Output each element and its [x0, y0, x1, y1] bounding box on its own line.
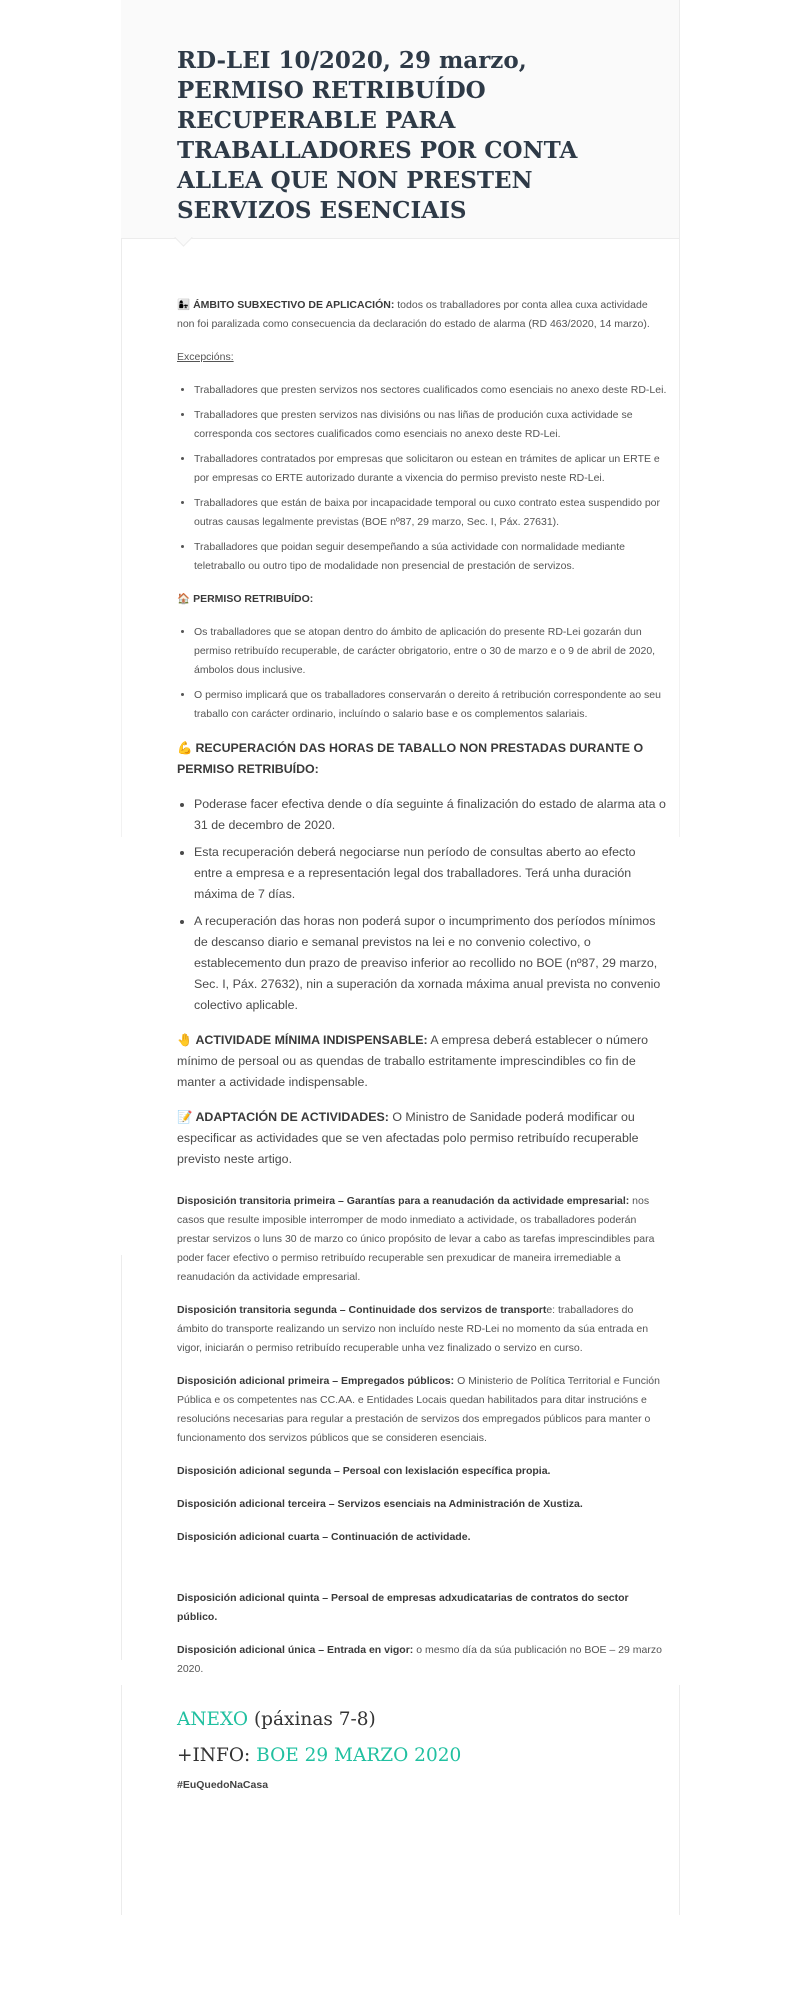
- recuperacion-heading: RECUPERACIÓN DAS HORAS DE TABALLO NON PRESTADAS DURANTE O PERMISO RETRIBUÍDO:: [177, 741, 644, 776]
- family-icon: 👩‍👧: [177, 299, 191, 311]
- permiso-heading-paragraph: [177, 590, 667, 609]
- disp-adicional-primeira-heading: Disposición adicional primeira – Empregados públicos:: [177, 1375, 455, 1387]
- disp-adicional-primeira-text: O Ministerio de Política Territorial e Función Pública e os competentes nas CC.AA. e Entidades Locais quedan habilitados para ditar instrucións e resolucións necesarias para regular a prestación de servizos dos empregados públicos para manter o funcionamento dos servizos públicos que se consideren esenciais.: [177, 1375, 660, 1444]
- recuperacion-heading-paragraph: [177, 738, 667, 780]
- permiso-list: [177, 623, 667, 724]
- recuperacion-list: [177, 794, 667, 1016]
- list-item: • Poderase facer efectiva dende o día seguinte á finalización do estado de alarma ata o 31 de decembro de 2020.: [194, 794, 667, 836]
- actividade-minima-text: A empresa deberá establecer o número mínimo de persoal ou as quendas de traballo estritamente imprescindibles co fin de manter a actividade indispensable.: [177, 1033, 649, 1089]
- list-item: • Traballadores que poidan seguir desempeñando a súa actividade con normalidade mediante teletraballo ou outro tipo de modalidade non presencial de prestación de servizos.: [194, 538, 667, 576]
- disp-adicional-quinta-heading: Disposición adicional quinta – Persoal de empresas adxudicatarias de contratos do sector público.: [177, 1592, 629, 1623]
- disp-adicional-segunda: [177, 1462, 667, 1481]
- flexed-arm-icon: 💪: [177, 741, 193, 755]
- adaptacion-paragraph: [177, 1107, 667, 1170]
- house-icon: 🏠: [177, 593, 191, 605]
- ambito-text: todos os traballadores por conta allea cuxa actividade non foi paralizada como consecuencia da declaración do estado de alarma (RD 463/2020, 14 marzo).: [177, 299, 650, 330]
- page-title: RD-LEI 10/2020, 29 marzo, PERMISO RETRIBUÍDO RECUPERABLE PARA TRABALLADORES POR CONTA ALLEA QUE NON PRESTEN SERVIZOS ESENCIAIS: [177, 47, 578, 224]
- frame-line-right-top: [679, 0, 680, 430]
- disp-adicional-unica: [177, 1641, 667, 1679]
- list-item: • Traballadores que están de baixa por incapacidade temporal ou cuxo contrato estea suspendido por outras causas legalmente previstas (BOE nº87, 29 marzo, Sec. I, Páx. 27631).: [194, 494, 667, 532]
- disp-transitoria-primeira-heading: Disposición transitoria primeira – Garantías para a reanudación da actividade empresarial:: [177, 1195, 630, 1207]
- anexo-line: [177, 1707, 667, 1733]
- frame-line-right-mid: [679, 430, 680, 837]
- list-item: • Traballadores que presten servizos nos sectores cualificados como esenciais no anexo deste RD-Lei.: [194, 381, 667, 400]
- disp-adicional-cuarta: [177, 1528, 667, 1547]
- list-item: • Traballadores contratados por empresas que solicitaron ou estean en trámites de aplicar un ERTE e por empresas co ERTE autorizado durante a vixencia do permiso previsto neste RD-Lei.: [194, 450, 667, 488]
- actividade-minima-paragraph: [177, 1030, 667, 1093]
- list-item: • Traballadores que presten servizos nas divisións ou nas liñas de produción cuxa actividade se corresponda cos sectores cualificados como esenciais no anexo deste RD-Lei.: [194, 406, 667, 444]
- list-item: • O permiso implicará que os traballadores conservarán o dereito á retribución correspondente ao seu traballo con carácter ordinario, incluíndo o salario base e os complementos salariais.: [194, 686, 667, 724]
- disp-adicional-unica-heading: Disposición adicional única – Entrada en vigor:: [177, 1644, 414, 1656]
- hashtag: #EuQuedoNaCasa: [177, 1779, 269, 1791]
- anexo-pages: (páxinas 7-8): [248, 1709, 376, 1730]
- disp-transitoria-segunda: [177, 1301, 667, 1358]
- actividade-minima-heading: ACTIVIDADE MÍNIMA INDISPENSABLE:: [195, 1033, 428, 1047]
- info-prefix: +INFO:: [177, 1745, 257, 1766]
- frame-line-left-bottom: [121, 1685, 122, 1915]
- anexo-link[interactable]: ANEXO: [177, 1709, 249, 1730]
- excepcions-list: [177, 381, 667, 576]
- frame-line-left-mid: [121, 430, 122, 837]
- boe-link[interactable]: BOE 29 MARZO 2020: [256, 1745, 462, 1766]
- memo-icon: 📝: [177, 1110, 193, 1124]
- disp-transitoria-primeira-text: nos casos que resulte imposible interromper de modo inmediato a actividade, os traballadores poderán prestar servizos o luns 30 de marzo co único propósito de levar a cabo as tarefas imprescindibles para poder facer efectivo o permiso retribuído recuperable sen prexudicar de maneira irremediable a reanudación da actividade empresarial.: [177, 1195, 655, 1283]
- frame-line-left-lower: [121, 1255, 122, 1660]
- disp-adicional-unica-text: o mesmo día da súa publicación no BOE – 29 marzo 2020.: [177, 1644, 662, 1675]
- excepcions-label-paragraph: [177, 348, 667, 367]
- ambito-heading: ÁMBITO SUBXECTIVO DE APLICACIÓN:: [193, 299, 395, 311]
- disp-transitoria-primeira: [177, 1192, 667, 1287]
- excepcions-label: Excepcións:: [177, 351, 234, 363]
- disp-transitoria-segunda-text: e: traballadores do ámbito do transporte realizando un servizo non incluído neste RD-Lei no momento da súa entrada en vigor, iniciarán o permiso retribuído recuperable unha vez finalizado o servizo en curso.: [177, 1304, 649, 1354]
- disp-adicional-cuarta-heading: Disposición adicional cuarta – Continuación de actividade.: [177, 1531, 471, 1543]
- disp-adicional-segunda-heading: Disposición adicional segunda – Persoal con lexislación específica propia.: [177, 1465, 551, 1477]
- permiso-heading: PERMISO RETRIBUÍDO:: [193, 593, 314, 605]
- article-body: [177, 296, 667, 1805]
- ambito-paragraph: [177, 296, 667, 334]
- adaptacion-text: O Ministro de Sanidade poderá modificar ou especificar as actividades que se ven afectadas polo permiso retribuído recuperable previsto neste artigo.: [177, 1110, 639, 1166]
- disp-adicional-terceira: [177, 1495, 667, 1514]
- adaptacion-heading: ADAPTACIÓN DE ACTIVIDADES:: [195, 1110, 389, 1124]
- info-line: [177, 1743, 667, 1769]
- list-item: • A recuperación das horas non poderá supor o incumprimento dos períodos mínimos de descanso diario e semanal previstos na lei e no convenio colectivo, o establecemento dun prazo de preaviso inferior ao recollido no BOE (nº87, 29 marzo, Sec. I, Páx. 27632), nin a superación da xornada máxima anual prevista no convenio colectivo aplicable.: [194, 911, 667, 1016]
- disp-adicional-primeira: [177, 1372, 667, 1448]
- disp-adicional-terceira-heading: Disposición adicional terceira – Servizos esenciais na Administración de Xustiza.: [177, 1498, 583, 1510]
- raised-hand-icon: 🤚: [177, 1033, 193, 1047]
- disp-adicional-quinta: [177, 1589, 667, 1627]
- frame-line-right-bottom: [679, 1685, 680, 1915]
- list-item: • Esta recuperación deberá negociarse nun período de consultas aberto ao efecto entre a empresa e a representación legal dos traballadores. Terá unha duración máxima de 7 días.: [194, 842, 667, 905]
- list-item: • Os traballadores que se atopan dentro do ámbito de aplicación do presente RD-Lei gozarán dun permiso retribuído recuperable, de carácter obrigatorio, entre o 30 de marzo e o 9 de abril de 2020, ámbolos dous inclusive.: [194, 623, 667, 680]
- disp-transitoria-segunda-heading: Disposición transitoria segunda – Continuidade dos servizos de transport: [177, 1304, 547, 1316]
